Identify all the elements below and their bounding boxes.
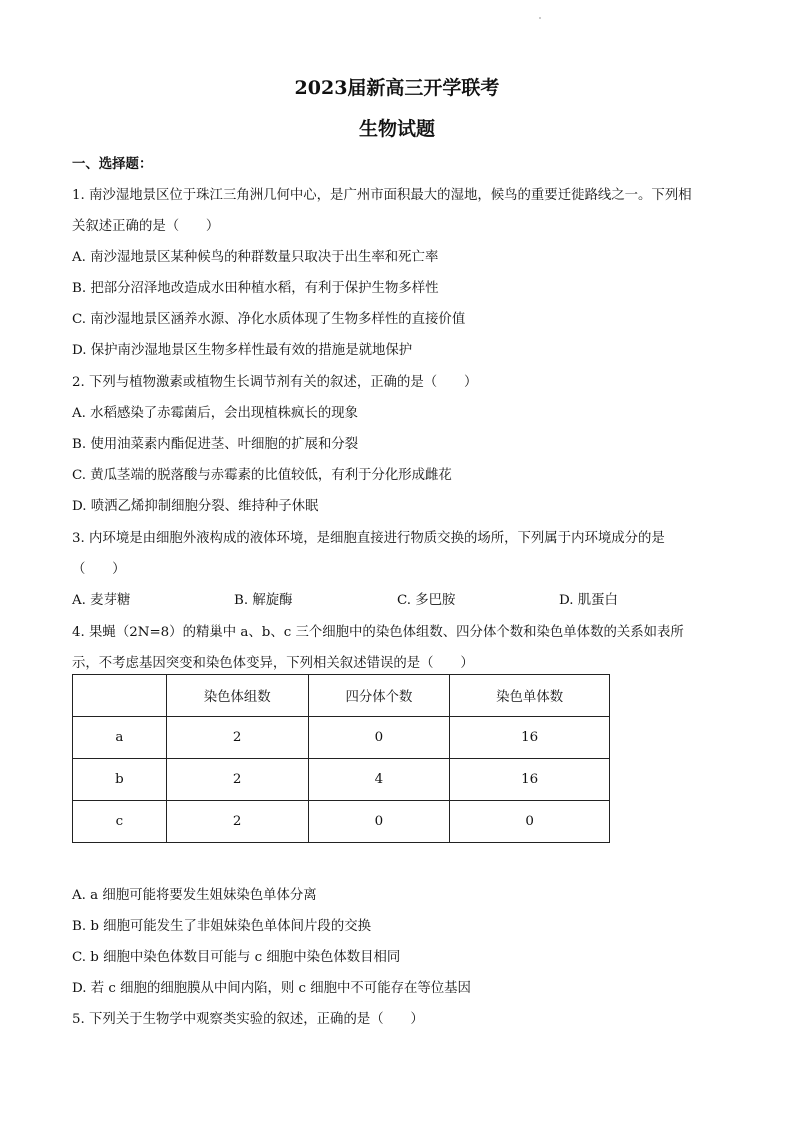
- q3-option-b: B. 解旋酶: [234, 593, 293, 608]
- q1-stem-line1: 1. 南沙湿地景区位于珠江三角洲几何中心，是广州市面积最大的湿地，候鸟的重要迁徙路线之一。下列相: [72, 188, 692, 203]
- table-cell: 16: [450, 717, 610, 759]
- q1-option-a: A. 南沙湿地景区某种候鸟的种群数量只取决于出生率和死亡率: [72, 250, 439, 265]
- q3-option-c: C. 多巴胺: [397, 593, 456, 608]
- table-cell: 4: [308, 759, 450, 801]
- table-cell: 0: [308, 717, 450, 759]
- q1-option-c: C. 南沙湿地景区涵养水源、净化水质体现了生物多样性的直接价值: [72, 312, 466, 327]
- table-cell: 0: [308, 801, 450, 843]
- q4-option-a: A. a 细胞可能将要发生姐妹染色单体分离: [72, 888, 317, 903]
- q2-option-b: B. 使用油菜素内酯促进茎、叶细胞的扩展和分裂: [72, 437, 359, 452]
- table-cell: 2: [166, 759, 308, 801]
- q3-option-a: A. 麦芽糖: [72, 593, 131, 608]
- q1-option-d: D. 保护南沙湿地景区生物多样性最有效的措施是就地保护: [72, 343, 413, 358]
- table-header-cell: 染色体组数: [166, 675, 308, 717]
- table-cell: 2: [166, 717, 308, 759]
- scan-dot: [539, 17, 541, 19]
- q4-stem-line1: 4. 果蝇（2N=8）的精巢中 a、b、c 三个细胞中的染色体组数、四分体个数和染色单体数的关系如表所: [72, 625, 684, 640]
- q1-option-b: B. 把部分沼泽地改造成水田种植水稻，有利于保护生物多样性: [72, 281, 439, 296]
- q2-option-a: A. 水稻感染了赤霉菌后，会出现植株疯长的现象: [72, 406, 358, 421]
- q3-stem-line2: （ ）: [72, 562, 126, 577]
- q4-option-d: D. 若 c 细胞的细胞膜从中间内陷，则 c 细胞中不可能存在等位基因: [72, 981, 471, 996]
- table-row: [73, 801, 610, 843]
- table-cell: a: [73, 717, 167, 759]
- table-cell: b: [73, 759, 167, 801]
- q4-option-b: B. b 细胞可能发生了非姐妹染色单体间片段的交换: [72, 919, 371, 934]
- q1-stem-line2: 关叙述正确的是（ ）: [72, 219, 220, 234]
- q2-option-c: C. 黄瓜茎端的脱落酸与赤霉素的比值较低，有利于分化形成雌花: [72, 468, 452, 483]
- table-header-cell: 染色单体数: [450, 675, 610, 717]
- exam-title: 2023届新高三开学联考: [294, 77, 500, 99]
- q4-data-table: [72, 674, 610, 843]
- table-row: [73, 759, 610, 801]
- table-header-cell: [73, 675, 167, 717]
- table-cell: 2: [166, 801, 308, 843]
- table-header-cell: 四分体个数: [308, 675, 450, 717]
- q5-stem: 5. 下列关于生物学中观察类实验的叙述，正确的是（ ）: [72, 1012, 424, 1027]
- q2-option-d: D. 喷洒乙烯抑制细胞分裂、维持种子休眠: [72, 499, 319, 514]
- q4-option-c: C. b 细胞中染色体数目可能与 c 细胞中染色体数目相同: [72, 950, 401, 965]
- table-cell: 16: [450, 759, 610, 801]
- q3-stem-line1: 3. 内环境是由细胞外液构成的液体环境，是细胞直接进行物质交换的场所，下列属于内环境成分的是: [72, 531, 665, 546]
- table-cell: c: [73, 801, 167, 843]
- table-row: [73, 717, 610, 759]
- q4-stem-line2: 示，不考虑基因突变和染色体变异，下列相关叙述错误的是（ ）: [72, 656, 474, 671]
- q3-option-d: D. 肌蛋白: [559, 593, 618, 608]
- exam-subject: 生物试题: [358, 118, 435, 140]
- q2-stem: 2. 下列与植物激素或植物生长调节剂有关的叙述，正确的是（ ）: [72, 375, 478, 390]
- table-cell: 0: [450, 801, 610, 843]
- table-header-row: [73, 675, 610, 717]
- section-heading: 一、选择题：: [72, 156, 153, 172]
